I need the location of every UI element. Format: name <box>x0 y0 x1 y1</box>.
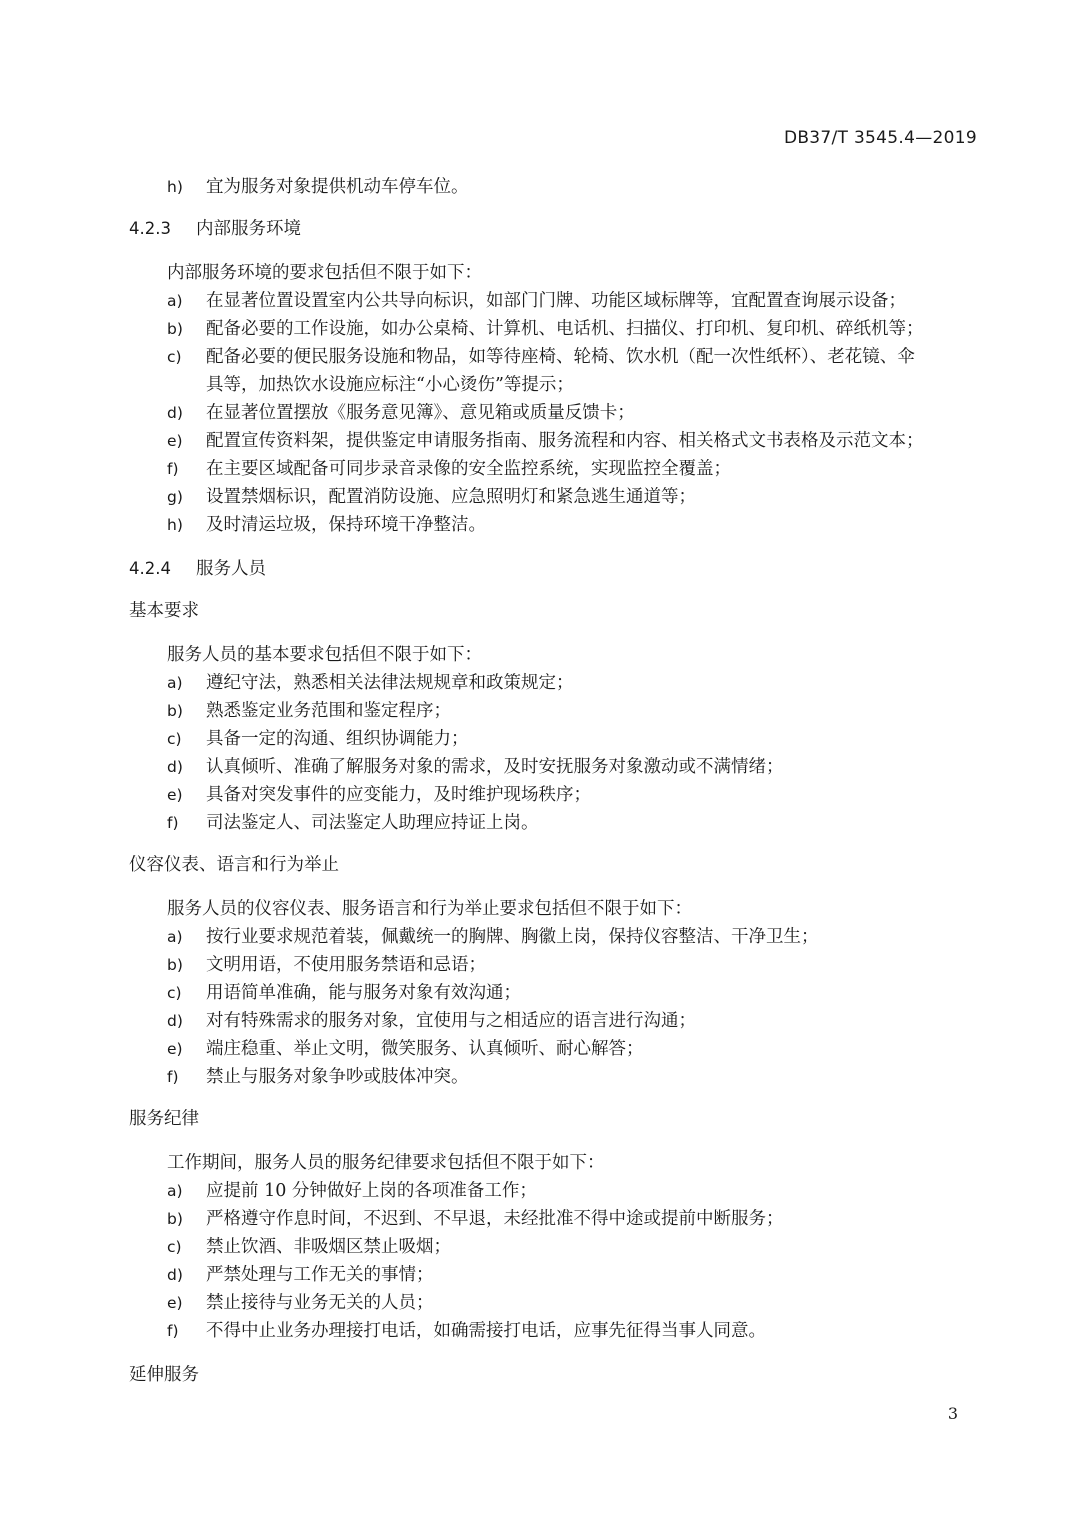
sub-heading-title: 基本要求 <box>129 601 199 621</box>
list-marker: f) <box>167 1322 179 1340</box>
paragraph-text: 服务人员的仪容仪表、服务语言和行为举止要求包括但不限于如下： <box>167 899 692 919</box>
document-code: DB37/T 3545.4—2019 <box>783 128 977 148</box>
list-text: 在显著位置设置室内公共导向标识，如部门门牌、功能区域标牌等，宜配置查询展示设备； <box>206 291 906 311</box>
section-number: 4.2.3 <box>129 219 171 238</box>
list-text: 端庄稳重、举止文明，微笑服务、认真倾听、耐心解答； <box>206 1039 644 1059</box>
list-text: 及时清运垃圾，保持环境干净整洁。 <box>206 515 486 535</box>
list-marker: e) <box>167 1040 183 1058</box>
list-text: 具备一定的沟通、组织协调能力； <box>206 729 469 749</box>
list-marker: c) <box>167 348 182 366</box>
sub-heading-title: 延伸服务 <box>129 1365 199 1385</box>
page-number: 3 <box>947 1404 958 1423</box>
list-text: 设置禁烟标识，配置消防设施、应急照明灯和紧急逃生通道等； <box>206 487 696 507</box>
list-marker: g) <box>167 488 183 506</box>
paragraph-text: 内部服务环境的要求包括但不限于如下： <box>167 263 482 283</box>
list-marker: c) <box>167 984 182 1002</box>
list-marker: b) <box>167 702 183 720</box>
list-text: 禁止接待与业务无关的人员； <box>206 1293 434 1313</box>
list-text: 禁止饮酒、非吸烟区禁止吸烟； <box>206 1237 451 1257</box>
list-marker: c) <box>167 730 182 748</box>
list-text: 在显著位置摆放《服务意见簿》、意见箱或质量反馈卡； <box>206 403 635 423</box>
section-title: 内部服务环境 <box>196 219 301 239</box>
list-text: 配备必要的便民服务设施和物品，如等待座椅、轮椅、饮水机（配一次性纸杯）、老花镜、伞 <box>206 347 915 367</box>
list-text: 文明用语，不使用服务禁语和忌语； <box>206 955 486 975</box>
list-text: 严格遵守作息时间，不迟到、不早退，未经批准不得中途或提前中断服务； <box>206 1209 784 1229</box>
list-marker: a) <box>167 292 183 310</box>
list-marker: b) <box>167 956 183 974</box>
sub-heading-title: 仪容仪表、语言和行为举止 <box>129 855 339 875</box>
section-number: 4.2.4 <box>129 559 171 578</box>
list-marker: c) <box>167 1238 182 1256</box>
list-marker: d) <box>167 1012 183 1030</box>
list-marker: e) <box>167 1294 183 1312</box>
paragraph-text: 服务人员的基本要求包括但不限于如下： <box>167 645 482 665</box>
list-text: 对有特殊需求的服务对象，宜使用与之相适应的语言进行沟通； <box>206 1011 696 1031</box>
list-text: 认真倾听、准确了解服务对象的需求，及时安抚服务对象激动或不满情绪； <box>206 757 784 777</box>
list-text: 宜为服务对象提供机动车停车位。 <box>206 177 469 197</box>
list-marker: e) <box>167 432 183 450</box>
list-text: 司法鉴定人、司法鉴定人助理应持证上岗。 <box>206 813 539 833</box>
list-text: 严禁处理与工作无关的事情； <box>206 1265 434 1285</box>
list-marker: e) <box>167 786 183 804</box>
list-marker: f) <box>167 460 179 478</box>
list-text: 具备对突发事件的应变能力，及时维护现场秩序； <box>206 785 591 805</box>
list-marker: h) <box>167 516 183 534</box>
list-text: 不得中止业务办理接打电话，如确需接打电话，应事先征得当事人同意。 <box>206 1321 766 1341</box>
list-text: 熟悉鉴定业务范围和鉴定程序； <box>206 701 451 721</box>
section-title: 服务人员 <box>196 559 266 579</box>
list-marker: d) <box>167 1266 183 1284</box>
list-text: 遵纪守法，熟悉相关法律法规规章和政策规定； <box>206 673 574 693</box>
list-text: 配备必要的工作设施，如办公桌椅、计算机、电话机、扫描仪、打印机、复印机、碎纸机等； <box>206 319 924 339</box>
sub-heading-title: 服务纪律 <box>129 1109 199 1129</box>
list-text: 用语简单准确，能与服务对象有效沟通； <box>206 983 521 1003</box>
list-marker: a) <box>167 1182 183 1200</box>
list-marker: a) <box>167 928 183 946</box>
list-marker: a) <box>167 674 183 692</box>
list-marker: b) <box>167 320 183 338</box>
list-text: 按行业要求规范着装，佩戴统一的胸牌、胸徽上岗，保持仪容整洁、干净卫生； <box>206 927 819 947</box>
list-text: 禁止与服务对象争吵或肢体冲突。 <box>206 1067 469 1087</box>
list-marker: d) <box>167 404 183 422</box>
list-text: 配置宣传资料架，提供鉴定申请服务指南、服务流程和内容、相关格式文书表格及示范文本； <box>206 431 924 451</box>
list-text: 在主要区域配备可同步录音录像的安全监控系统，实现监控全覆盖； <box>206 459 731 479</box>
list-marker: b) <box>167 1210 183 1228</box>
paragraph-text: 工作期间，服务人员的服务纪律要求包括但不限于如下： <box>167 1153 605 1173</box>
list-text: 应提前 10 分钟做好上岗的各项准备工作； <box>206 1181 537 1201</box>
list-marker: f) <box>167 1068 179 1086</box>
list-marker: h) <box>167 178 183 196</box>
list-marker: d) <box>167 758 183 776</box>
list-text-continued: 具等，加热饮水设施应标注“小心烫伤”等提示； <box>206 375 574 395</box>
list-marker: f) <box>167 814 179 832</box>
